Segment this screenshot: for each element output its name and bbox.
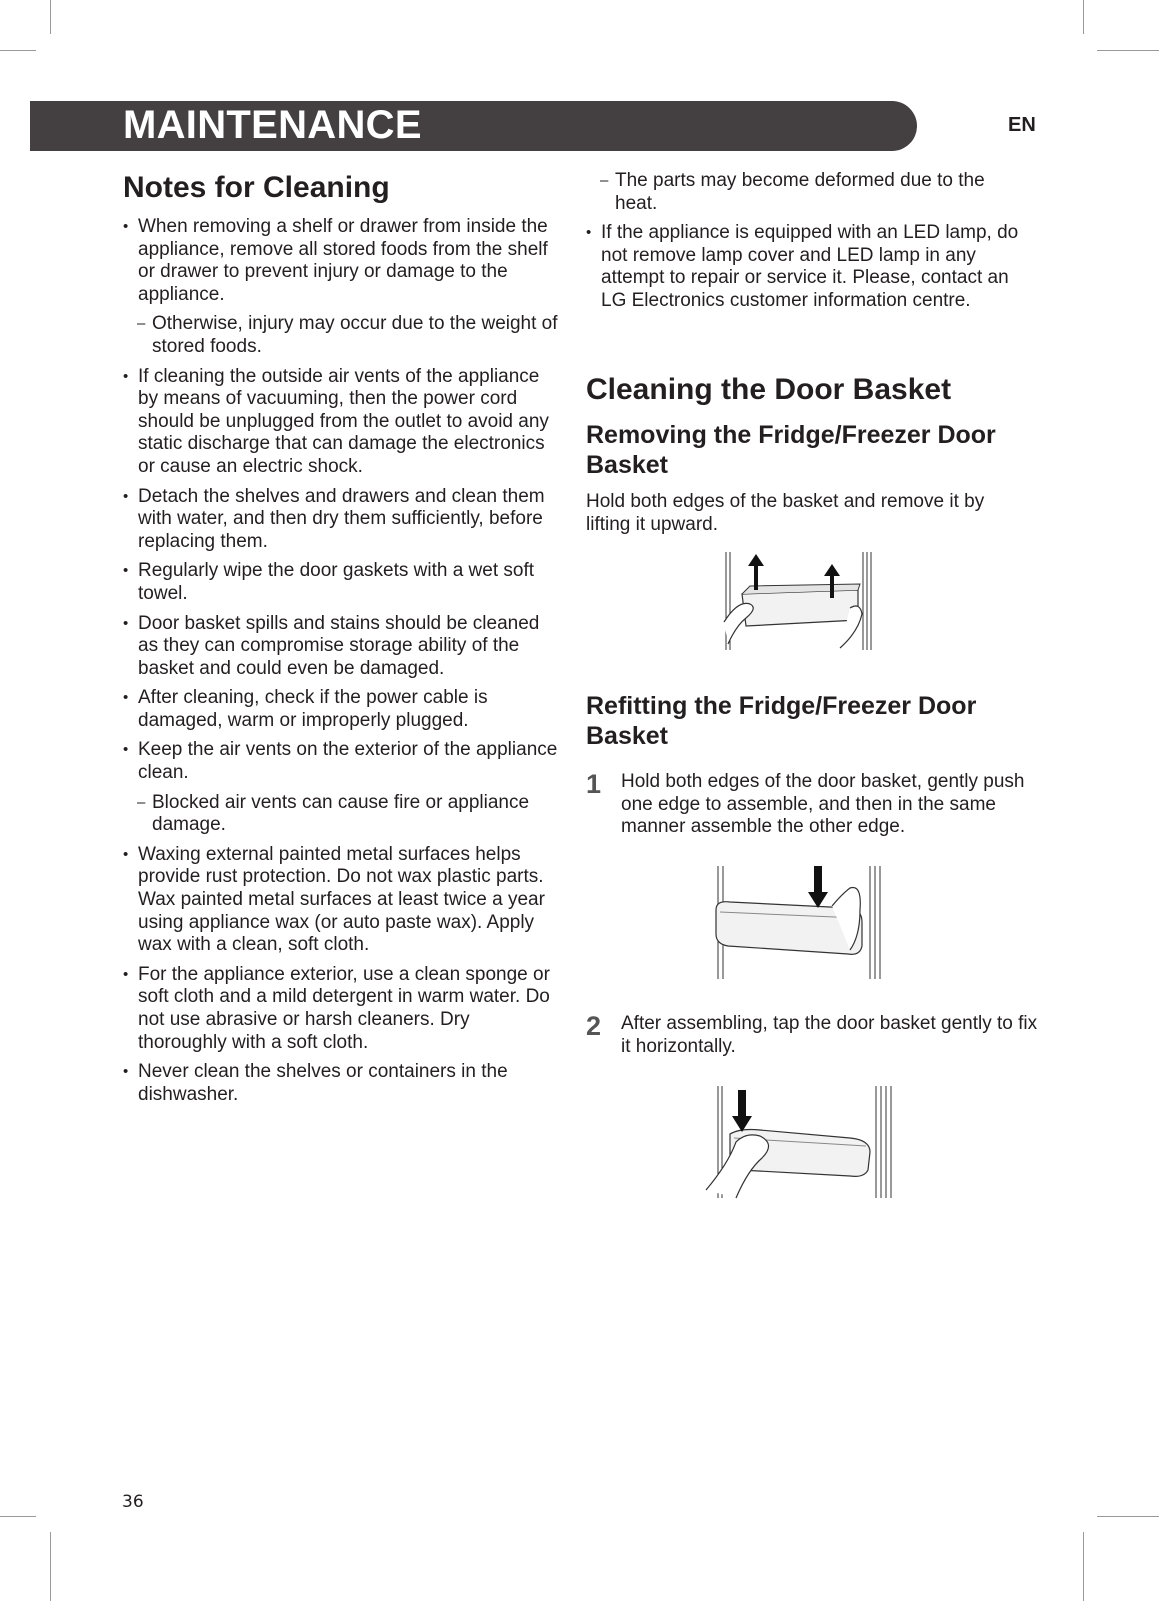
list-item: • Regularly wipe the door gaskets with a wet soft towel. — [123, 560, 563, 605]
refitting-heading: Refitting the Fridge/Freezer Door Basket — [586, 692, 977, 750]
crop-mark — [50, 1532, 51, 1601]
crop-mark — [1083, 1532, 1084, 1601]
step-text: After assembling, tap the door basket gently to fix it horizontally. — [621, 1013, 1038, 1057]
notes-list-continued — [586, 222, 1026, 312]
list-item: • Waxing external painted metal surfaces helps provide rust protection. Do not wax plastic parts. Wax painted metal surfaces at least twice a year using appliance wax (or auto paste wax). Apply wax with a clean, soft cloth. — [123, 844, 563, 957]
list-item: • If cleaning the outside air vents of the appliance by means of vacuuming, then the power cord should be unplugged from the outlet to avoid any static discharge that can damage the electronics or cause an electric shock. — [123, 366, 563, 479]
push-edge-illustration — [710, 866, 890, 981]
crop-mark — [0, 50, 36, 51]
language-label: EN — [1008, 114, 1036, 136]
notes-list — [123, 216, 563, 1106]
crop-mark — [1097, 1516, 1159, 1517]
step-text: Hold both edges of the door basket, gently push one edge to assemble, and then in the same manner assemble the other edge. — [621, 771, 1025, 838]
crop-mark — [1097, 50, 1159, 51]
right-column — [586, 170, 1026, 320]
tap-basket-illustration — [700, 1086, 900, 1200]
list-item: • Door basket spills and stains should be cleaned as they can compromise storage ability of the basket and could even be damaged. — [123, 613, 563, 681]
notes-heading: Notes for Cleaning — [123, 171, 390, 204]
crop-mark — [50, 0, 51, 34]
list-item: • If the appliance is equipped with an LED lamp, do not remove lamp cover and LED lamp in any attempt to repair or service it. Please, contact an LG Electronics customer information centre. — [586, 222, 1026, 312]
list-subitem: – The parts may become deformed due to the heat. — [600, 170, 985, 214]
list-item: • For the appliance exterior, use a clean sponge or soft cloth and a mild detergent in warm water. Do not use abrasive or harsh cleaners. Dry thoroughly with a soft cloth. — [123, 964, 563, 1054]
crop-mark — [1083, 0, 1084, 34]
list-subitem: – Otherwise, injury may occur due to the weight of stored foods. — [137, 313, 558, 357]
removing-heading: Removing the Fridge/Freezer Door Basket — [586, 421, 996, 479]
refit-step-1 — [586, 771, 1051, 839]
crop-mark — [0, 1516, 36, 1517]
list-item: • When removing a shelf or drawer from inside the appliance, remove all stored foods from the shelf or drawer to prevent injury or damage to the appliance. — [123, 216, 563, 306]
remove-basket-illustration — [720, 552, 880, 652]
step-number: 1 — [586, 769, 602, 799]
section-title: MAINTENANCE — [123, 103, 422, 147]
removing-text: Hold both edges of the basket and remove it by lifting it upward. — [586, 491, 985, 535]
list-item: • Detach the shelves and drawers and clean them with water, and then dry them sufficiently, before replacing them. — [123, 486, 563, 554]
list-item: • After cleaning, check if the power cable is damaged, warm or improperly plugged. — [123, 687, 563, 732]
left-column — [123, 170, 563, 1113]
refit-step-2 — [586, 1013, 1051, 1058]
list-item: • Keep the air vents on the exterior of the appliance clean. — [123, 739, 563, 784]
page-number: 36 — [122, 1492, 144, 1512]
list-item: • Never clean the shelves or containers in the dishwasher. — [123, 1061, 563, 1106]
door-basket-heading: Cleaning the Door Basket — [586, 373, 952, 406]
list-subitem: – Blocked air vents can cause fire or appliance damage. — [137, 791, 530, 836]
step-number: 2 — [586, 1011, 602, 1041]
